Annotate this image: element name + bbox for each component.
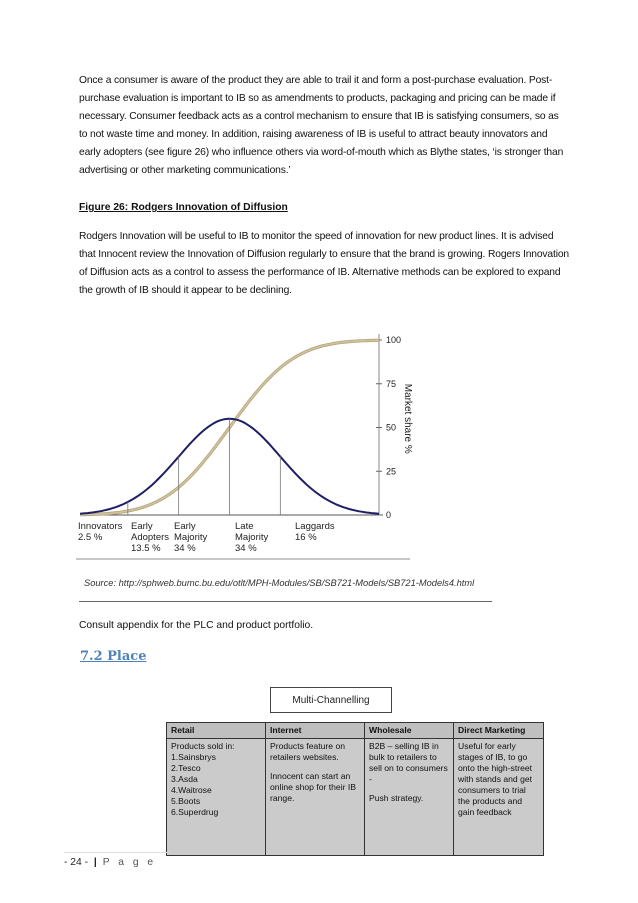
section-heading-place[interactable]: 7.2 Place — [80, 649, 147, 664]
category-label: 2.5 % — [78, 532, 103, 543]
paragraph-rogers: Rodgers Innovation will be useful to IB to monitor the speed of innovation for new product lines. It is advised that Innocent review the Innovation of Diffusion regularly to ensure that the brand is growing. Rogers Innovation of Diffusion acts as a control to assess the performance of IB. Alternative methods can be explored to expand the growth of IB should it appear to be declining. — [79, 231, 570, 296]
page-number: - 24 - — [64, 857, 89, 868]
retail-line: Products sold in: — [171, 741, 235, 751]
wholesale-line: B2B – selling IB in bulk to retailers to sell on to consumers - — [369, 741, 448, 784]
consult-note: Consult appendix for the PLC and product portfolio. — [79, 620, 314, 631]
retail-line: 2.Tesco — [171, 763, 201, 773]
wholesale-line: Push strategy. — [369, 793, 424, 803]
page-footer — [64, 857, 156, 868]
category-label: 16 % — [295, 532, 317, 543]
cell-direct-marketing — [454, 739, 544, 856]
header-retail: Retail — [167, 723, 266, 739]
footer-divider — [64, 852, 169, 853]
figure-title: Figure 26: Rodgers Innovation of Diffusion — [79, 202, 288, 213]
category-label: Adopters — [131, 532, 170, 543]
retail-line: 4.Waitrose — [171, 785, 212, 795]
category-label: Laggards — [295, 521, 335, 532]
internet-line: Products feature on retailers websites. — [270, 741, 346, 762]
internet-line: Innocent can start an online shop for their IB range. — [270, 771, 356, 803]
paragraph-post-purchase: Once a consumer is aware of the product they are able to trail it and form a post-purchase evaluation. Post-purchase evaluation is important to IB so as amendments to products, packaging and pricing can be made if necessary. Consumer feedback acts as a control mechanism to ensure that IB is satisfying consumers, so as to not waste time and money. In addition, raising awareness of IB is useful to attract beauty innovators and early adopters (see figure 26) who influence others via word-of-mouth which as Blythe states, ‘is stronger than advertising or other marketing communications.’ — [79, 75, 564, 176]
y-tick-label: 50 — [386, 422, 397, 433]
category-label: Majority — [235, 532, 269, 543]
source-divider — [79, 601, 492, 602]
y-tick-label: 0 — [386, 510, 392, 520]
category-label: Early — [131, 521, 153, 532]
header-internet: Internet — [266, 723, 365, 739]
footer-separator: | — [93, 857, 97, 868]
multichannel-title: Multi-Channelling — [270, 687, 392, 713]
y-axis-label: Market share % — [402, 383, 413, 454]
retail-line: 1.Sainsbrys — [171, 752, 216, 762]
direct-line: Useful for early stages of IB, to go onto the high-street with stands and get consumers to trial the products and gain feedback — [458, 741, 533, 817]
retail-line: 3.Asda — [171, 774, 198, 784]
category-label: Late — [235, 521, 254, 532]
cell-wholesale — [365, 739, 454, 856]
diffusion-chart-svg — [72, 318, 492, 613]
header-wholesale: Wholesale — [365, 723, 454, 739]
retail-line: 5.Boots — [171, 796, 201, 806]
cell-retail — [167, 739, 266, 856]
category-label: 13.5 % — [131, 543, 161, 554]
category-label: 34 % — [174, 543, 196, 554]
category-label: Innovators — [78, 521, 123, 532]
category-label: Majority — [174, 532, 208, 543]
cell-internet — [266, 739, 365, 856]
multichannel-table — [166, 722, 544, 856]
category-label: 34 % — [235, 543, 257, 554]
figure-source: Source: http://sphweb.bumc.bu.edu/otlt/MPH-Modules/SB/SB721-Models/SB721-Models4.html — [84, 578, 475, 588]
wholesale-spacer — [369, 785, 449, 793]
y-tick-label: 25 — [386, 466, 397, 477]
internet-spacer — [270, 763, 360, 771]
header-direct-marketing: Direct Marketing — [454, 723, 544, 739]
category-label: Early — [174, 521, 196, 532]
y-tick-label: 75 — [386, 378, 397, 389]
diffusion-chart — [72, 318, 492, 613]
page-word: P a g e — [102, 857, 157, 868]
retail-line: 6.Superdrug — [171, 807, 219, 817]
y-tick-label: 100 — [386, 335, 402, 345]
